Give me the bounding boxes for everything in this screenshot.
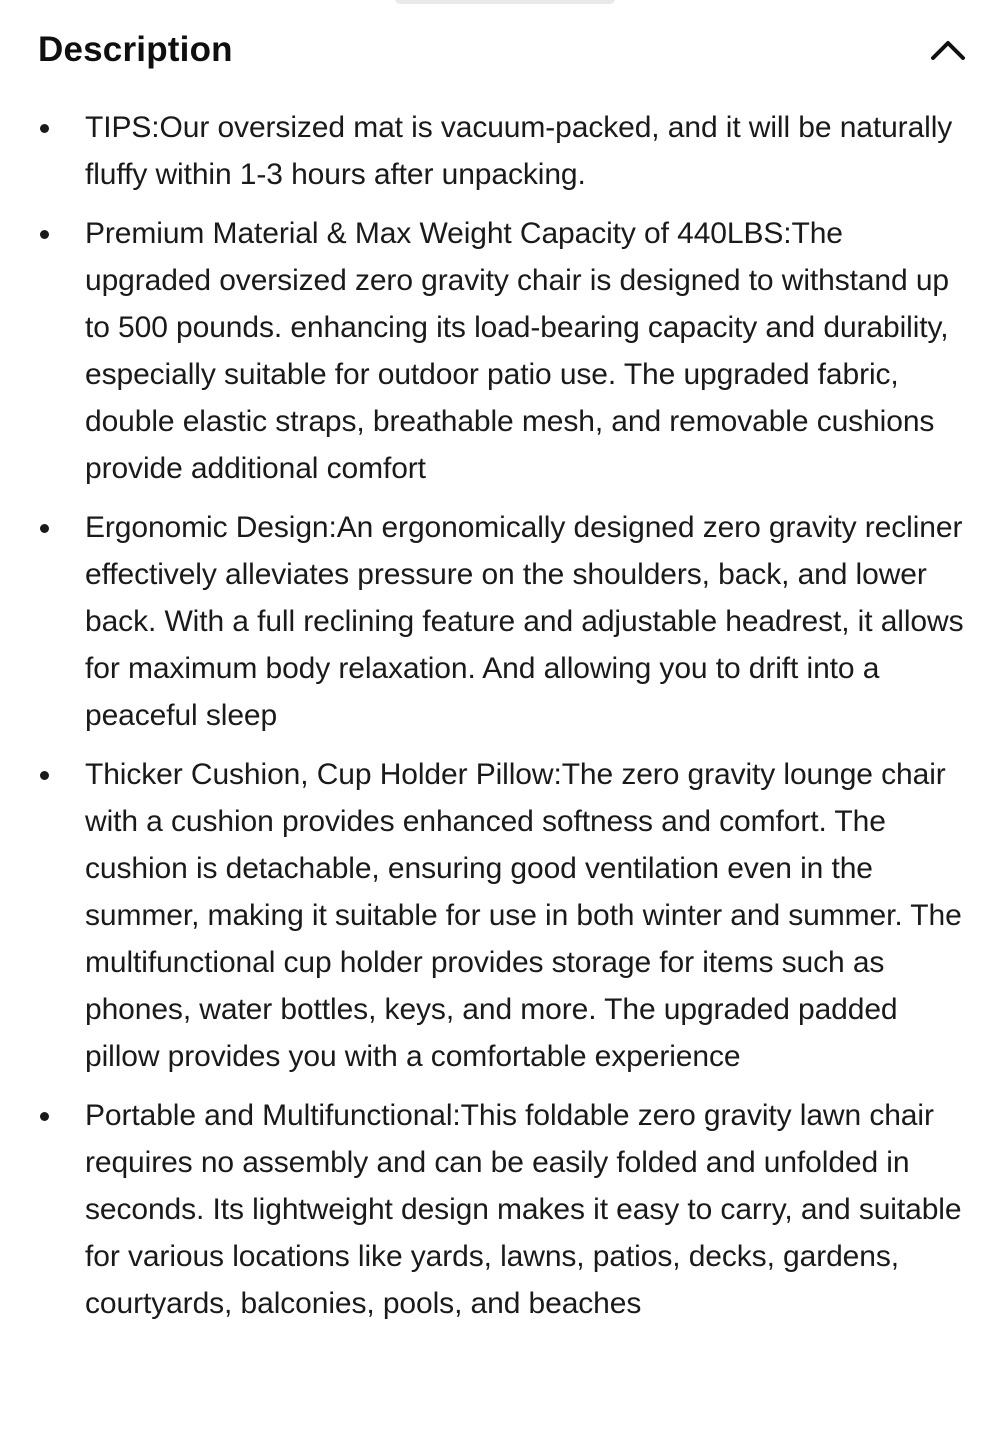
bullet-dot <box>40 230 49 239</box>
bullet-dot <box>40 771 49 780</box>
item-text: Premium Material & Max Weight Capacity of 440LBS:The upgraded oversized zero gravity chair is designed to withstand up to 500 pounds. enhancing its load-bearing capacity and durability, especially suitable for outdoor patio use. The upgraded fabric, double elastic straps, breathable mesh, and removable cushions provide additional comfort <box>85 217 949 485</box>
description-header[interactable] <box>38 26 968 74</box>
section-title: Description <box>38 30 233 69</box>
item-text: Ergonomic Design:An ergonomically designed zero gravity recliner effectively alleviates pressure on the shoulders, back, and lower back. With a full reclining feature and adjustable headrest, it allows for maximum body relaxation. And allowing you to drift into a peaceful sleep <box>85 511 964 732</box>
list-item <box>0 504 1008 739</box>
bullet-dot <box>40 1112 49 1121</box>
collapse-button[interactable] <box>928 30 968 70</box>
bullet-dot <box>40 524 49 533</box>
item-text: TIPS:Our oversized mat is vacuum-packed, and it will be naturally fluffy within 1-3 hours after unpacking. <box>85 111 953 191</box>
list-item <box>0 104 1008 198</box>
list-item <box>0 751 1008 1080</box>
sheet-handle <box>395 0 615 4</box>
item-text: Portable and Multifunctional:This foldable zero gravity lawn chair requires no assembly and can be easily folded and unfolded in seconds. Its lightweight design makes it easy to carry, and suitable for various locations like yards, lawns, patios, decks, gardens, courtyards, balconies, pools, and beaches <box>85 1099 962 1320</box>
chevron-up-icon <box>930 38 966 62</box>
list-item <box>0 1092 1008 1327</box>
bullet-dot <box>40 124 49 133</box>
description-list <box>0 104 1008 1339</box>
list-item <box>0 210 1008 492</box>
item-text: Thicker Cushion, Cup Holder Pillow:The zero gravity lounge chair with a cushion provides enhanced softness and comfort. The cushion is detachable, ensuring good ventilation even in the summer, making it suitable for use in both winter and summer. The multifunctional cup holder provides storage for items such as phones, water bottles, keys, and more. The upgraded padded pillow provides you with a comfortable experience <box>85 758 962 1073</box>
